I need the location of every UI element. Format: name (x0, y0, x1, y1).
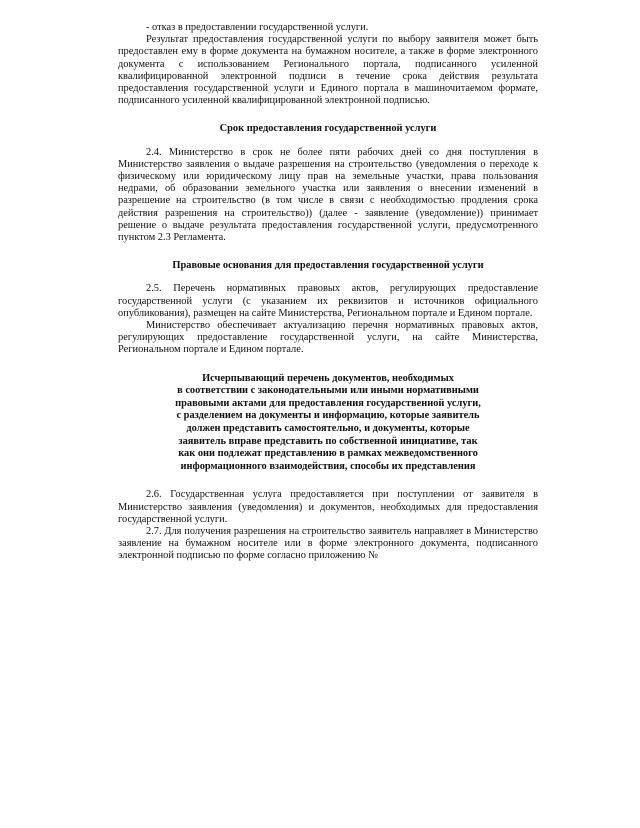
paragraph-2-5-actualization: Министерство обеспечивает актуализацию перечня нормативных правовых актов, регулирующих предоставление государственной услуги, на сайте Министерства, Региональном портале и Едином портале. (118, 320, 538, 356)
heading-line: Исчерпывающий перечень документов, необходимых (202, 372, 454, 384)
heading-line: как они подлежат представлению в рамках межведомственного (178, 448, 478, 460)
document-page (118, 22, 538, 563)
paragraph-2-4: 2.4. Министерство в срок не более пяти рабочих дней со дня поступления в Министерство заявления о выдаче разрешения на строительство (уведомления о переходе к физическому или юридическому лицу прав на земельные участки, права пользования недрами, об образовании земельного участка или заявления о внесении изменений в разрешение на строительство (в том числе в связи с необходимостью продления срока действия разрешения на строительство)) (далее - заявление (уведомление)) принимает решение о выдаче результата предоставления государственной услуги, предусмотренного пунктом 2.3 Регламента. (118, 146, 538, 244)
paragraph-2-6: 2.6. Государственная услуга предоставляется при поступлении от заявителя в Министерство заявления (уведомления) и документов, необходимых для предоставления государственной услуги. (118, 489, 538, 525)
heading-legal-basis: Правовые основания для предоставления государственной услуги (172, 260, 484, 272)
heading-line: информационного взаимодействия, способы их представления (180, 460, 476, 472)
paragraph-result-form: Результат предоставления государственной услуги по выбору заявителя может быть предоставлен ему в форме документа на бумажном носителе, а также в форме электронного документа с использованием Регионального портала, подписанного усиленной квалифицированной электронной подписи в течение срока действия результата предоставления государственной услуги и Единого портала в машиночитаемом формате, подписанного усиленной квалифицированной электронной подписью. (118, 34, 538, 107)
heading-documents-list (118, 373, 538, 474)
heading-line: должен представить самостоятельно, и документы, которые (186, 423, 470, 435)
heading-line: правовыми актами для предоставления государственной услуги, (175, 397, 481, 409)
heading-service-term: Срок предоставления государственной услуги (219, 123, 437, 135)
heading-line: в соответствии с законодательными или иными нормативными (177, 385, 479, 397)
heading-line: заявитель вправе представить по собственной инициативе, так (178, 435, 478, 447)
paragraph-2-7: 2.7. Для получения разрешения на строительство заявитель направляет в Министерство заявление на бумажном носителе или в форме электронного документа, подписанного электронной подписью по форме согласно приложению № (118, 526, 538, 562)
heading-line: с разделением на документы и информацию, которые заявитель (176, 410, 480, 422)
paragraph-refusal: - отказ в предоставлении государственной услуги. (146, 22, 369, 33)
paragraph-2-5: 2.5. Перечень нормативных правовых актов, регулирующих предоставление государственной услуги (с указанием их реквизитов и источников официального опубликования), размещен на сайте Министерства, Региональном портале и Едином портале. (118, 283, 538, 319)
